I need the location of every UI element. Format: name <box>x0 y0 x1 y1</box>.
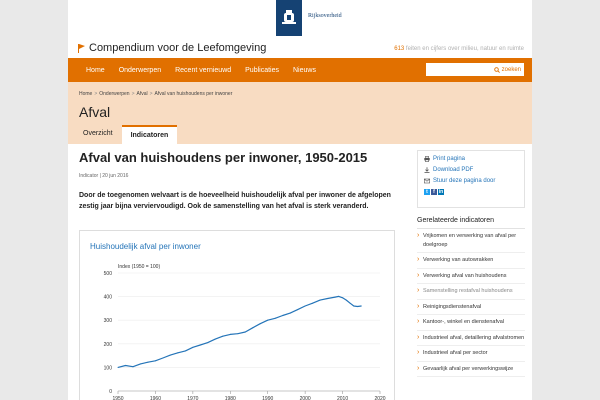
indicator-meta: Indicator | 20 jun 2016 <box>79 173 129 179</box>
twitter-icon[interactable]: t <box>424 189 430 195</box>
facebook-icon[interactable]: f <box>431 189 437 195</box>
data-point <box>162 357 163 358</box>
breadcrumb-separator: > <box>131 91 135 97</box>
data-point <box>200 344 201 345</box>
data-point <box>320 300 321 301</box>
data-point <box>267 320 268 321</box>
y-tick-label: 100 <box>103 365 112 372</box>
related-item[interactable]: › Industrieel afval, detaillering afvalstromen <box>417 331 525 347</box>
breadcrumb-onderwerpen[interactable]: Onderwerpen <box>99 91 130 97</box>
mail-page-link[interactable] <box>424 178 518 184</box>
related-item[interactable]: › Industrieel afval per sector <box>417 346 525 362</box>
social-share <box>424 189 518 195</box>
data-point <box>230 334 231 335</box>
x-tick-label: 1970 <box>187 396 199 400</box>
mail-label: Stuur deze pagina door <box>433 178 496 184</box>
x-tick-label: 1950 <box>112 396 124 400</box>
breadcrumb-home[interactable]: Home <box>79 91 93 97</box>
tagline <box>394 46 524 52</box>
data-point <box>147 362 148 363</box>
y-tick-label: 400 <box>103 294 112 301</box>
chart-title: Huishoudelijk afval per inwoner <box>90 242 201 251</box>
breadcrumb-afval[interactable]: Afval <box>136 91 148 97</box>
download-pdf-link[interactable] <box>424 167 518 173</box>
data-point <box>132 366 133 367</box>
rijksoverheid-logo[interactable] <box>276 0 302 36</box>
related-title: Gerelateerde indicatoren <box>417 217 525 229</box>
data-point <box>350 303 351 304</box>
data-point <box>177 352 178 353</box>
data-point <box>290 313 291 314</box>
data-point <box>245 332 246 333</box>
tagline-text: feiten en cijfers over milieu, natuur en ruimte <box>404 46 524 52</box>
data-point <box>297 309 298 310</box>
flag-icon <box>78 44 85 53</box>
search-icon <box>494 67 500 73</box>
coat-of-arms-icon <box>281 9 297 27</box>
breadcrumb <box>79 91 232 97</box>
data-point <box>222 336 223 337</box>
data-point <box>357 306 358 307</box>
breadcrumb-separator: > <box>94 91 98 97</box>
logo-bar <box>68 0 532 36</box>
section-title: Afval <box>79 104 111 120</box>
data-point <box>215 339 216 340</box>
chart-card <box>79 230 395 400</box>
data-point <box>342 297 343 298</box>
y-tick-label: 0 <box>109 389 112 395</box>
site-title: Compendium voor de Leefomgeving <box>89 42 267 54</box>
data-point <box>282 315 283 316</box>
tab-indicatoren[interactable]: Indicatoren <box>122 125 178 144</box>
data-point <box>312 303 313 304</box>
site-title-link[interactable] <box>78 42 266 54</box>
sidebar <box>417 150 525 377</box>
line-chart <box>80 231 396 400</box>
pdf-label: Download PDF <box>433 167 474 173</box>
data-point <box>353 306 354 307</box>
y-axis-label: Index (1950 = 100) <box>118 264 161 270</box>
nav-onderwerpen[interactable]: Onderwerpen <box>118 66 162 74</box>
related-item[interactable]: › Samenstelling restafval huishoudens <box>417 284 525 300</box>
data-point <box>170 355 171 356</box>
related-item[interactable]: › Gevaarlijk afval per verwerkingswijze <box>417 362 525 378</box>
linkedin-icon[interactable]: in <box>438 189 444 195</box>
y-tick-label: 200 <box>103 341 112 348</box>
breadcrumb-separator: > <box>149 91 153 97</box>
related-item[interactable]: › Kantoor-, winkel en dienstenafval <box>417 315 525 331</box>
data-point <box>192 347 193 348</box>
nav-nieuws[interactable]: Nieuws <box>293 66 316 74</box>
download-icon <box>424 167 430 173</box>
main-navigation <box>68 58 532 82</box>
data-point <box>237 333 238 334</box>
related-item[interactable]: › Vrijkomen en verwerking van afval per doelgroep <box>417 229 525 253</box>
site-header <box>68 36 532 58</box>
x-tick-label: 2020 <box>374 396 386 400</box>
data-point <box>207 342 208 343</box>
data-point <box>185 350 186 351</box>
x-tick-label: 1980 <box>224 396 236 400</box>
breadcrumb-current: Afval van huishoudens per inwoner <box>154 91 233 97</box>
section-header <box>68 82 532 144</box>
logo-text: Rijksoverheid <box>308 13 342 19</box>
data-point <box>155 360 156 361</box>
print-link[interactable] <box>424 156 518 162</box>
data-point <box>140 363 141 364</box>
series-line <box>118 296 361 367</box>
page <box>68 0 532 400</box>
page-title: Afval van huishoudens per inwoner, 1950-2015 <box>79 150 368 165</box>
page-tools <box>417 150 525 208</box>
data-point <box>118 367 119 368</box>
section-tabs <box>74 125 177 144</box>
data-point <box>305 306 306 307</box>
data-point <box>327 298 328 299</box>
print-label: Print pagina <box>433 156 466 162</box>
intro-text: Door de toegenomen welvaart is de hoeveelheid huishoudelijk afval per inwoner de afgelopen zestig jaar bijna verviervoudigd. Ook de samenstelling van het afval is sterk veranderd. <box>79 192 391 210</box>
data-point <box>252 327 253 328</box>
nav-recent-vernieuwd[interactable]: Recent vernieuwd <box>175 66 232 74</box>
envelope-icon <box>424 178 430 184</box>
x-tick-label: 2010 <box>337 396 349 400</box>
y-tick-label: 500 <box>103 271 112 277</box>
data-point <box>346 300 347 301</box>
x-tick-label: 1990 <box>262 396 274 400</box>
search-button[interactable] <box>494 67 521 73</box>
related-indicators <box>417 217 525 377</box>
search-box <box>426 63 524 76</box>
related-item[interactable]: › Verwerking afval van huishoudens <box>417 269 525 285</box>
data-point <box>260 323 261 324</box>
nav-home[interactable]: Home <box>86 66 105 74</box>
x-tick-label: 1960 <box>149 396 161 400</box>
related-item[interactable]: › Reinigingsdienstenafval <box>417 300 525 316</box>
tab-overzicht[interactable]: Overzicht <box>83 130 113 137</box>
tagline-number: 613 <box>394 46 405 52</box>
main-content <box>79 150 409 212</box>
x-tick-label: 2000 <box>299 396 311 400</box>
printer-icon <box>424 156 430 162</box>
search-button-label: zoeken <box>501 66 521 73</box>
data-point <box>335 297 336 298</box>
nav-publicaties[interactable]: Publicaties <box>245 66 279 74</box>
related-item[interactable]: › Verwerking van autowrakken <box>417 253 525 269</box>
search-input[interactable] <box>426 63 490 76</box>
related-list <box>417 229 525 377</box>
y-tick-label: 300 <box>103 318 112 325</box>
data-point <box>125 365 126 366</box>
data-point <box>361 306 362 307</box>
data-point <box>338 296 339 297</box>
data-point <box>275 318 276 319</box>
